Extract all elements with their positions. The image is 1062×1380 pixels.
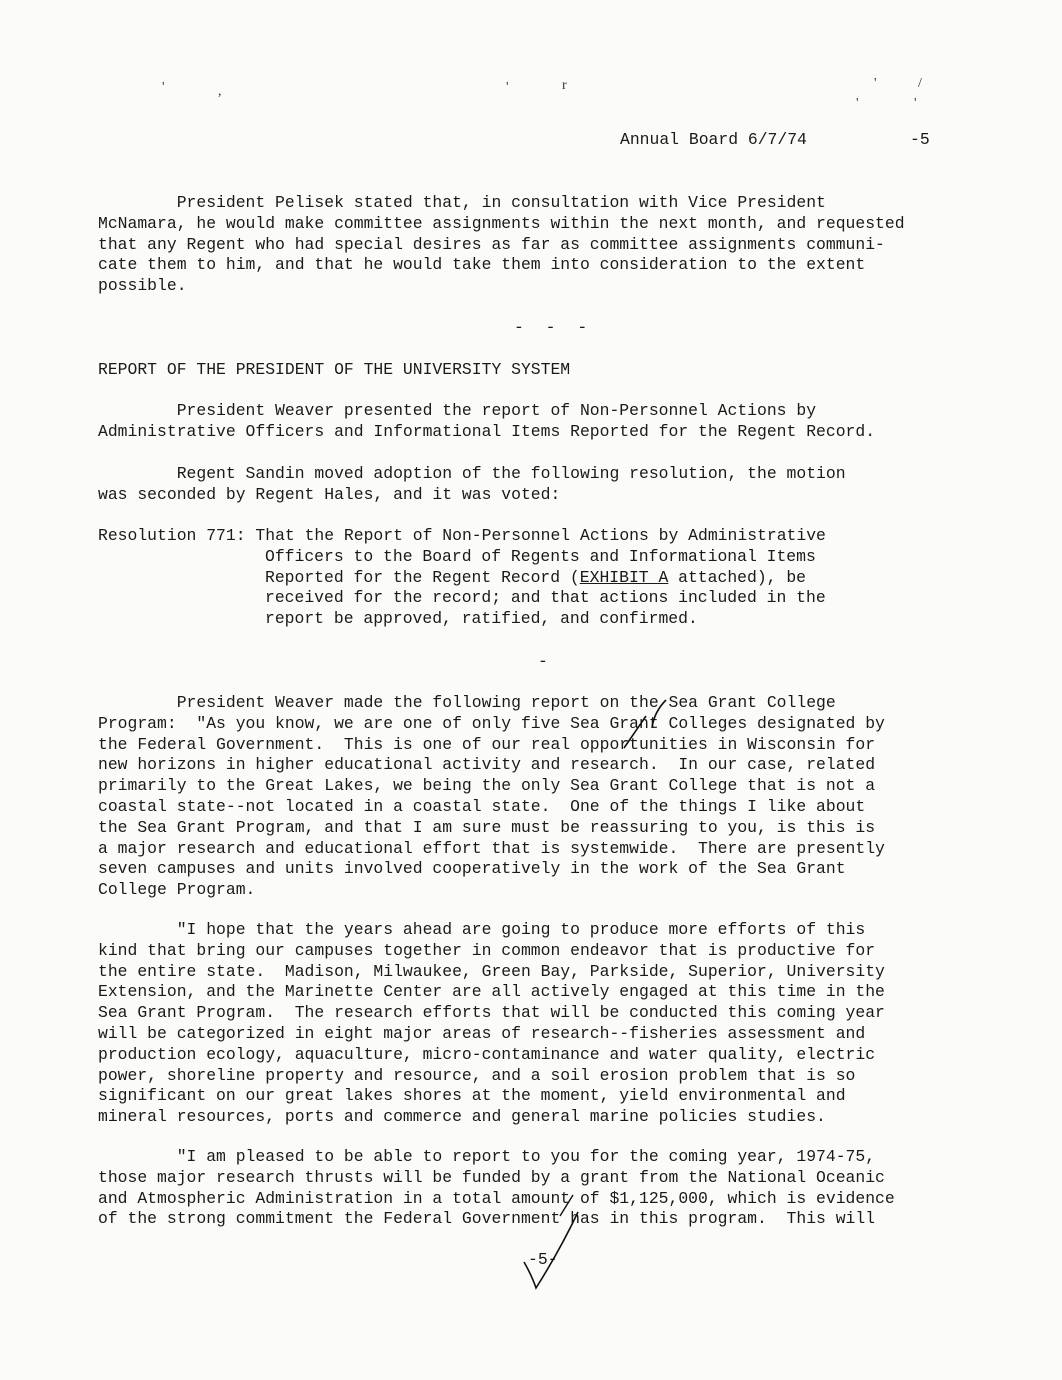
- text-line: College Program.: [98, 880, 256, 900]
- resolution-text: Reported for the Regent Record (: [265, 567, 580, 587]
- text-line: the entire state. Madison, Milwaukee, Green Bay, Parkside, Superior, University: [98, 961, 885, 981]
- text-line: President Pelisek stated that, in consultation with Vice President: [98, 193, 826, 212]
- text-line: Program: "As you know, we are one of only five Sea Grant Colleges designated by: [98, 713, 885, 733]
- text-line: McNamara, he would make committee assignments within the next month, and requested: [98, 213, 905, 233]
- scan-speck: /: [918, 76, 922, 91]
- text-line: "I hope that the years ahead are going to produce more efforts of this: [98, 920, 866, 939]
- text-line: President Weaver presented the report of Non-Personnel Actions by: [98, 401, 817, 420]
- scan-speck: r: [562, 78, 567, 93]
- text-line: significant on our great lakes shores at the moment, yield environmental and: [98, 1086, 846, 1106]
- resolution-line: Officers to the Board of Regents and Informational Items: [265, 546, 816, 566]
- text-line: those major research thrusts will be funded by a grant from the National Oceanic: [98, 1167, 885, 1187]
- text-line: seven campuses and units involved cooperatively in the work of the Sea Grant: [98, 859, 846, 879]
- header-page-number: -5: [910, 130, 930, 149]
- text-line: President Weaver made the following report on the Sea Grant College: [98, 693, 836, 712]
- text-line: new horizons in higher educational activity and research. In our case, related: [98, 755, 876, 775]
- text-line: coastal state--not located in a coastal state. One of the things I like about: [98, 796, 866, 816]
- text-line: Extension, and the Marinette Center are all actively engaged at this time in the: [98, 982, 885, 1002]
- text-line: Sea Grant Program. The research efforts that will be conducted this coming year: [98, 1003, 885, 1023]
- section-separator: - - -: [514, 318, 594, 337]
- scan-speck: ': [874, 76, 877, 91]
- check-mark-icon: [524, 1212, 578, 1288]
- text-line: cate them to him, and that he would take them into consideration to the extent: [98, 255, 866, 275]
- scan-speck: ,: [218, 84, 222, 99]
- text-line: of the strong commitment the Federal Government has in this program. This will: [98, 1209, 876, 1229]
- text-line: primarily to the Great Lakes, we being the only Sea Grant College that is not a: [98, 776, 876, 796]
- text-line: possible.: [98, 276, 187, 296]
- header-date: Annual Board 6/7/74: [620, 130, 807, 149]
- text-line: a major research and educational effort that is systemwide. There are presently: [98, 838, 885, 858]
- resolution-line: That the Report of Non-Personnel Actions by Administrative: [255, 526, 826, 545]
- text-line: power, shoreline property and resource, and a soil erosion problem that is so: [98, 1065, 856, 1085]
- text-line: the Sea Grant Program, and that I am sure must be reassuring to you, is this is: [98, 817, 876, 837]
- handwritten-slash-mark: [560, 1195, 573, 1216]
- handwritten-slash-mark: [652, 700, 666, 728]
- exhibit-a-reference: EXHIBIT A: [579, 567, 669, 587]
- scan-speck: ': [856, 96, 859, 111]
- text-line: kind that bring our campuses together in common endeavor that is productive for: [98, 940, 876, 960]
- text-line: "I am pleased to be able to report to you for the coming year, 1974-75,: [98, 1147, 876, 1166]
- footer-page-number: -5-: [528, 1250, 558, 1269]
- resolution-line: received for the record; and that actions included in the: [265, 588, 826, 608]
- text-line: mineral resources, ports and commerce and general marine policies studies.: [98, 1107, 826, 1127]
- text-line: will be categorized in eight major areas of research--fisheries assessment and: [98, 1023, 866, 1043]
- text-line: was seconded by Regent Hales, and it was voted:: [98, 484, 561, 504]
- text-line: Regent Sandin moved adoption of the following resolution, the motion: [98, 464, 846, 483]
- single-dash-separator: -: [538, 652, 548, 671]
- text-line: the Federal Government. This is one of our real opportunities in Wisconsin for: [98, 734, 876, 754]
- scan-speck: ': [914, 96, 917, 111]
- resolution-line: report be approved, ratified, and confirmed.: [265, 609, 698, 629]
- scan-speck: ': [506, 80, 509, 95]
- handwritten-slash-mark: [624, 716, 646, 748]
- text-line: and Atmospheric Administration in a total amount of $1,125,000, which is evidence: [98, 1188, 895, 1208]
- scan-speck: ': [162, 80, 165, 95]
- text-line: production ecology, aquaculture, micro-contaminance and water quality, electric: [98, 1044, 876, 1064]
- resolution-text: attached), be: [668, 567, 807, 587]
- text-line: Administrative Officers and Informational Items Reported for the Regent Record.: [98, 421, 876, 441]
- text-line: that any Regent who had special desires as far as committee assignments communi-: [98, 234, 885, 254]
- section-heading-text: REPORT OF THE PRESIDENT OF THE UNIVERSITY SYSTEM: [98, 360, 571, 379]
- resolution-label: Resolution 771:: [98, 526, 246, 545]
